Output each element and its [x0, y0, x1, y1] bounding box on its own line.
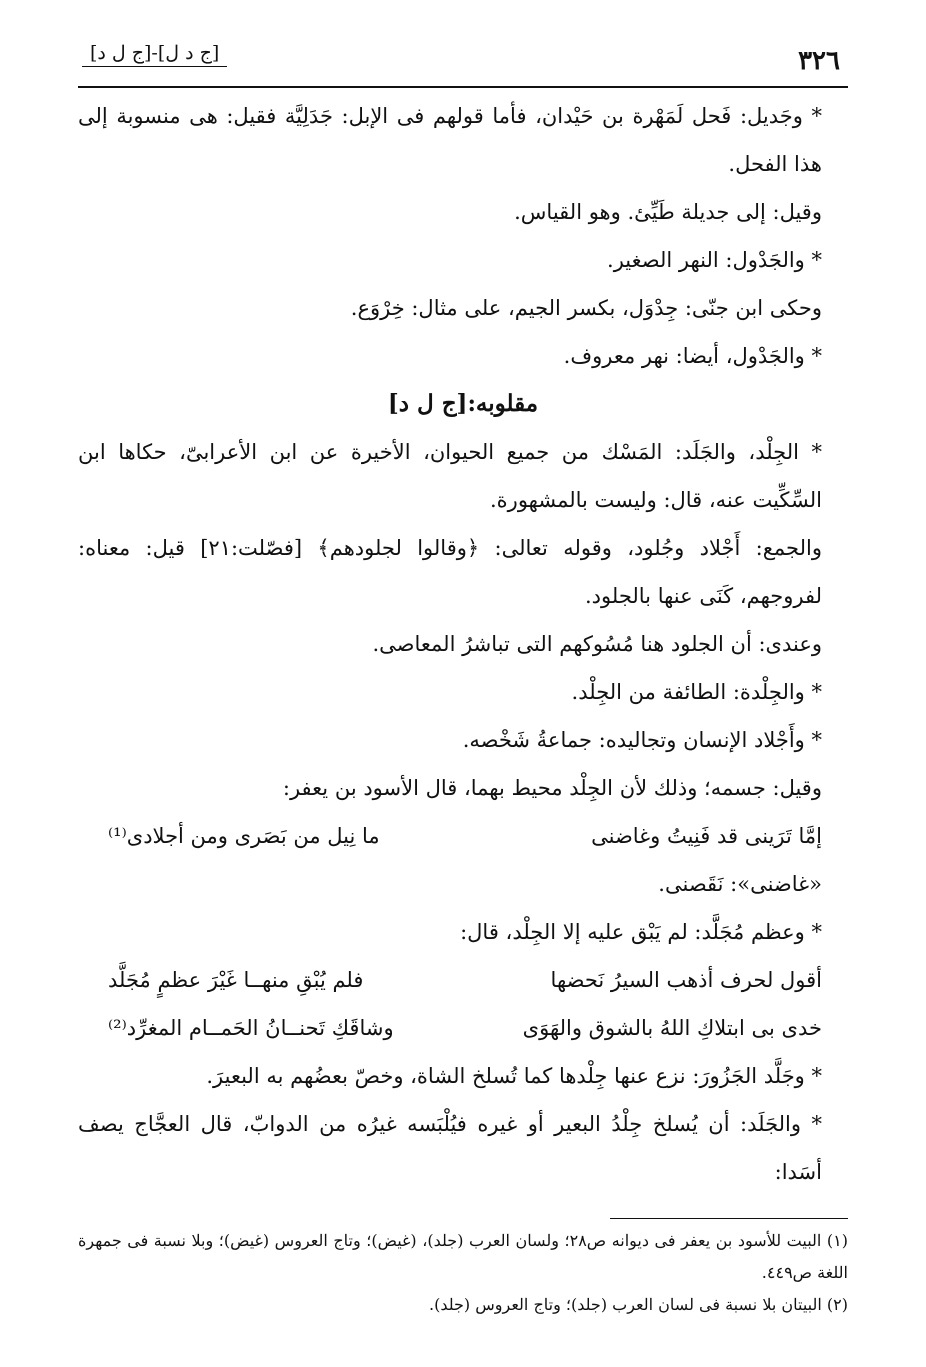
verse-line	[78, 812, 848, 860]
main-text	[78, 92, 848, 1196]
verse-hemistich: ما نِيل من بَصَرى ومن أجلادى⁽¹⁾	[108, 824, 380, 848]
paragraph: * وعظم مُجَلَّد: لم يَبْق عليه إلا الجِلْد، قال:	[460, 920, 822, 944]
paragraph: وقيل: جسمه؛ وذلك لأن الجِلْد محيط بهما، قال الأسود بن يعفر:	[282, 776, 822, 800]
paragraph: والجمع: أَجْلاد وجُلود، وقوله تعالى: ﴿وقالوا لجلودهم﴾ [فصّلت:٢١] قيل: معناه: لفروجهم، كَنَى عنها بالجلود.	[78, 536, 822, 608]
paragraph: وحكى ابن جنّى: جِدْوَل، بكسر الجيم، على مثال: خِرْوَع.	[350, 296, 822, 320]
footnotes	[78, 1225, 848, 1321]
paragraph: * وجَديل: فَحل لَمَهْرة بن حَيْدان، فأما قولهم فى الإبل: جَدَلِيَّة فقيل: هى منسوبة إلى هذا الفحل.	[78, 104, 822, 176]
paragraph: * وأَجْلاد الإنسان وتجاليده: جماعةُ شَخْصه.	[462, 728, 822, 752]
verse-hemistich: إمَّا تَرَينى قد فَنِيتُ وغاضنى	[591, 824, 822, 848]
verse-hemistich: وشاقَكِ تَحنــانُ الحَمــام المغرِّد⁽²⁾	[108, 1016, 394, 1040]
verse-hemistich: خدى بى ابتلاكِ اللهُ بالشوق والهَوَى	[522, 1016, 822, 1040]
verse-hemistich: فلم يُبْقِ منهــا غَيْرَ عظمٍ مُجَلَّد	[108, 968, 364, 992]
page-number: ٣٢٦	[798, 46, 840, 76]
paragraph: «غاضنى»: نَقَصنى.	[658, 872, 822, 896]
page-header	[78, 40, 848, 80]
header-rule	[78, 86, 848, 88]
footnote: (١) البيت للأسود بن يعفر فى ديوانه ص٢٨؛ ولسان العرب (جلد)، (غيض)؛ وتاج العروس (غيض)؛ وبلا نسبة فى جمهرة اللغة ص٤٤٩.	[78, 1231, 849, 1282]
paragraph: * والجِلْدة: الطائفة من الجِلْد.	[571, 680, 822, 704]
footnote-rule	[610, 1218, 848, 1219]
paragraph: * والجَدْول: النهر الصغير.	[607, 248, 822, 272]
verse-line	[78, 1004, 848, 1052]
paragraph: * الجِلْد، والجَلَد: المَسْك من جميع الحيوان، الأخيرة عن ابن الأعرابىّ، حكاها ابن السِّكِّيت عنه، قال: وليست بالمشهورة.	[78, 440, 822, 512]
paragraph: وعندى: أن الجلود هنا مُسُوكهم التى تباشرُ المعاصى.	[372, 632, 822, 656]
footnote: (٢) البيتان بلا نسبة فى لسان العرب (جلد)؛ وتاج العروس (جلد).	[428, 1295, 848, 1314]
paragraph: * والجَدْول، أيضا: نهر معروف.	[563, 344, 822, 368]
verse-line	[78, 956, 848, 1004]
running-head: [ج د ل]-[ج ل د]	[82, 40, 227, 67]
verse-hemistich: أقول لحرف أذهب السيرُ نَحضها	[550, 968, 822, 992]
section-heading: مقلوبه:[ج ل د]	[387, 390, 539, 417]
paragraph: * والجَلَد: أن يُسلخ جِلْدُ البعير أو غيره فيُلْبَسه غيرُه من الدوابّ، قال العجَّاج يصف أسَدا:	[78, 1112, 822, 1184]
paragraph: * وجَلَّد الجَزُورَ: نزع عنها جِلْدها كما تُسلخ الشاة، وخصّ بعضُهم به البعيرَ.	[206, 1064, 822, 1088]
paragraph: وقيل: إلى جديلة طَيِّئ. وهو القياس.	[514, 200, 822, 224]
